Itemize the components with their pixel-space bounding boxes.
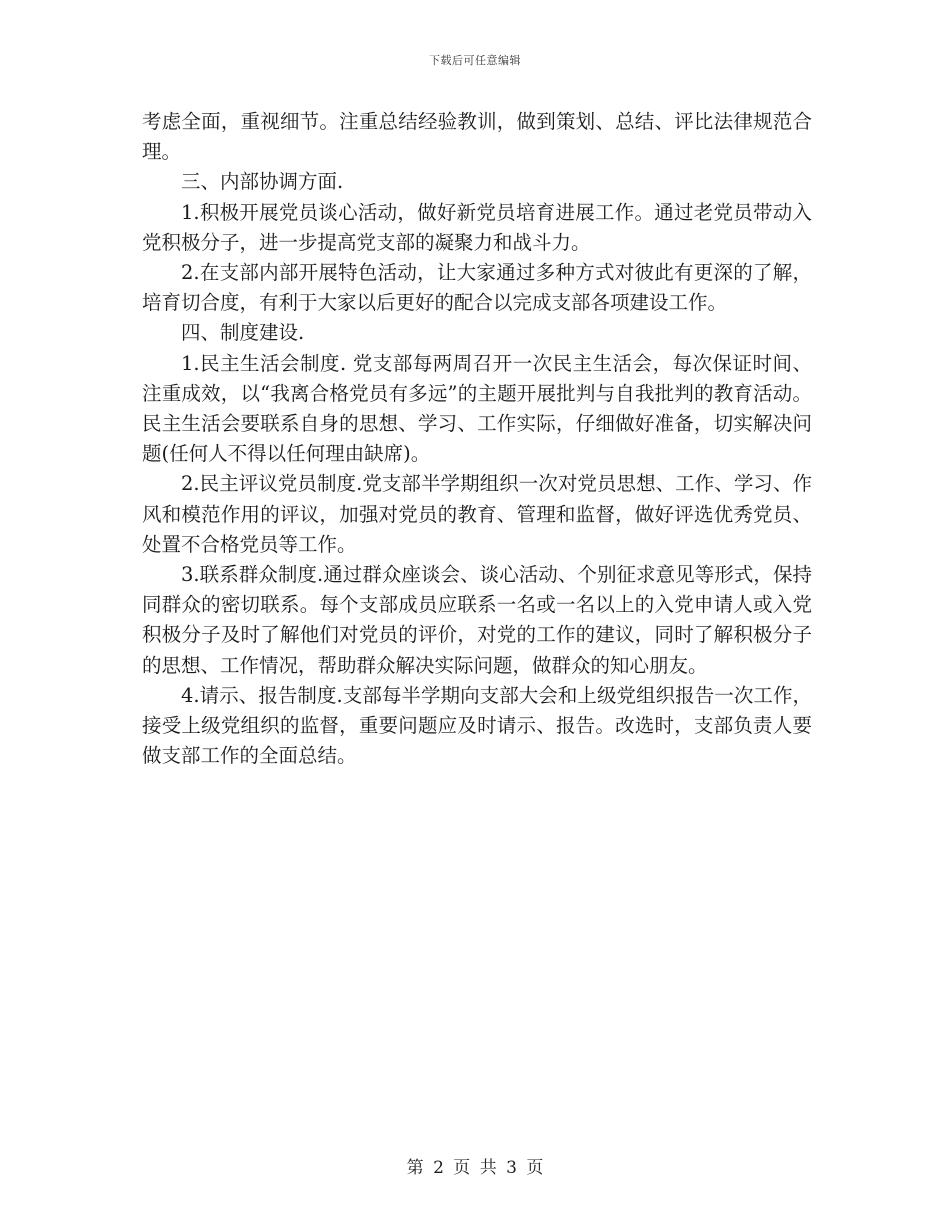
page-number-footer: 第 2 页 共 3 页 [406,1158,544,1178]
paragraph-contact-masses: 3.联系群众制度.通过群众座谈会、谈心活动、个别征求意见等形式，保持同群众的密切联系。每个支部成员应联系一名或一名以上的入党申请人或入党积极分子及时了解他们对党员的评价，对党的工作的建议，同时了解积极分子的思想、工作情况，帮助群众解决实际问题，做群众的知心朋友。 [142,563,812,677]
document-body [142,107,812,771]
paragraph-report-system: 4.请示、报告制度.支部每半学期向支部大会和上级党组织报告一次工作，接受上级党组织的监督，重要问题应及时请示、报告。改选时，支部负责人要做支部工作的全面总结。 [142,683,812,768]
section-heading-system-building: 四、制度建设. [181,321,305,345]
paragraph-democratic-life-meeting: 1.民主生活会制度. 党支部每两周召开一次民主生活会，每次保证时间、注重成效，以“我离合格党员有多远”的主题开展批判与自我批判的教育活动。民主生活会要联系自身的思想、学习、工作实际，仔细做好准备，切实解决问题(任何人不得以任何理由缺席)。 [142,351,812,466]
paragraph-item-1-talk-activities: 1.积极开展党员谈心活动，做好新党员培育进展工作。通过老党员带动入党积极分子，进一步提高党支部的凝聚力和战斗力。 [142,200,812,254]
page-header: 下载后可任意编辑 [429,54,521,67]
paragraph-continuation: 考虑全面，重视细节。注重总结经验教训，做到策划、总结、评比法律规范合理。 [142,110,812,164]
paragraph-item-2-special-activities: 2.在支部内部开展特色活动，让大家通过多种方式对彼此有更深的了解，培育切合度，有利于大家以后更好的配合以完成支部各项建设工作。 [142,261,812,315]
paragraph-member-evaluation: 2.民主评议党员制度.党支部半学期组织一次对党员思想、工作、学习、作风和模范作用的评议，加强对党员的教育、管理和监督，做好评选优秀党员、处置不合格党员等工作。 [142,472,812,556]
section-heading-internal-coordination: 三、内部协调方面. [181,170,344,194]
